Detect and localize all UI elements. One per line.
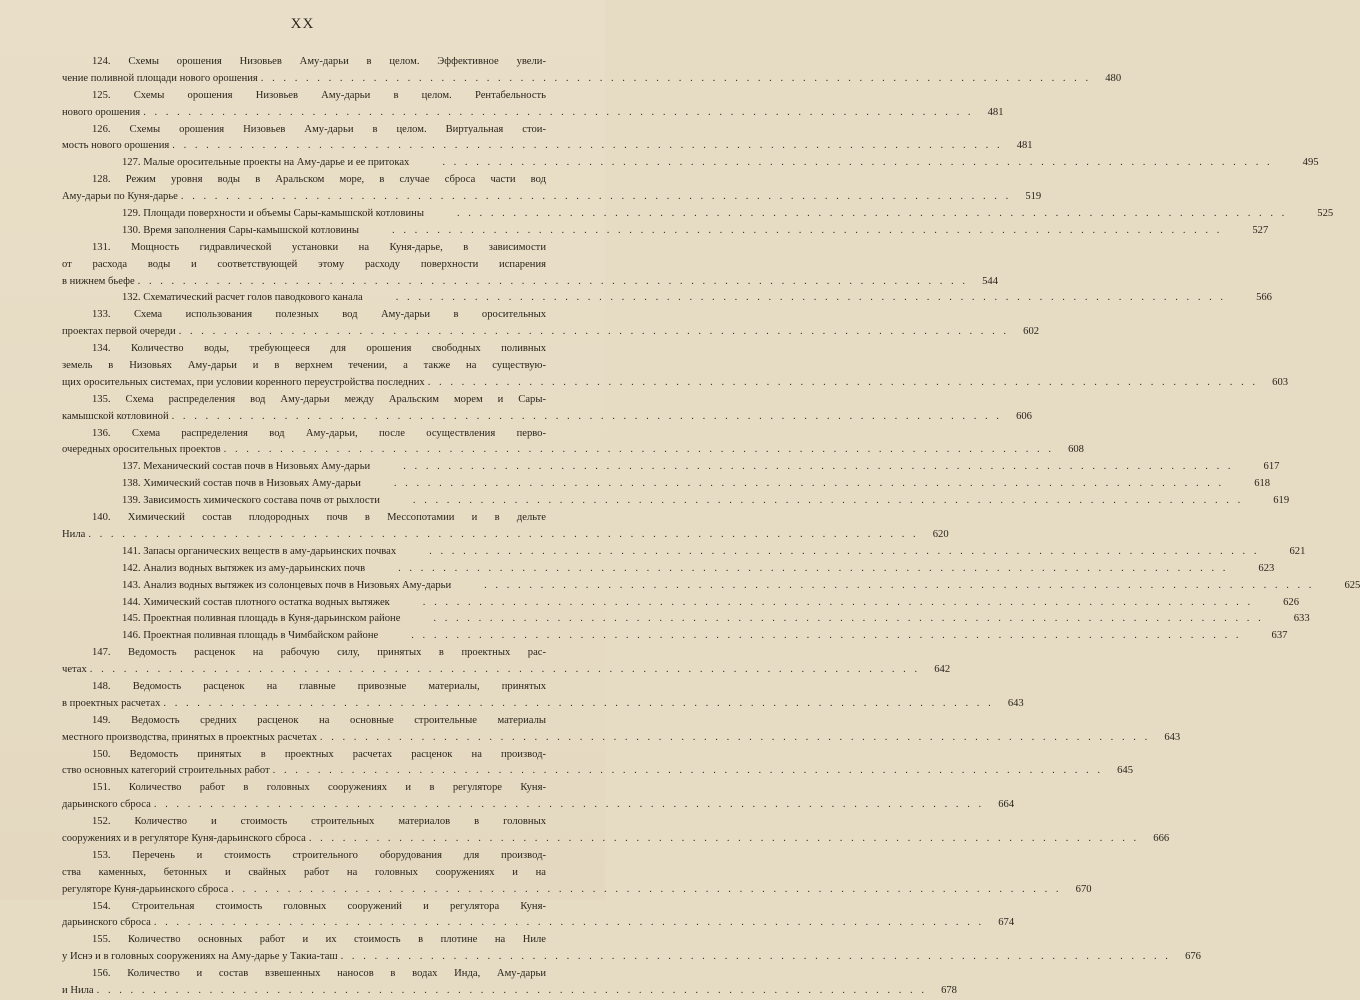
dot-leader	[412, 155, 1272, 172]
toc-page-number: 642	[934, 664, 951, 676]
toc-entry	[62, 341, 1289, 392]
toc-entry-last-line	[62, 223, 1269, 240]
toc-page-number: 606	[1016, 410, 1032, 422]
toc-entry-text: ство основных категорий строительных работ	[62, 765, 270, 777]
toc-entry-last-line	[62, 442, 1084, 459]
toc-entry-text: 145. Проектная поливная площадь в Куня-дарьинском районе	[122, 613, 401, 625]
toc-entry-text: ства каменных, бетонных и свайных работ на головных сооружениях и на	[62, 866, 546, 878]
toc-entry-last-line	[62, 324, 1040, 341]
toc-entry-text: 130. Время заполнения Сары-камышской котловины	[122, 224, 360, 236]
toc-entry-text: 151. Количество работ в головных сооружениях и в регуляторе Куня-	[92, 782, 546, 794]
toc-entry-text: от расхода воды и соответствующей этому расходу поверхности испарения	[62, 258, 546, 270]
toc-page-number: 525	[1317, 208, 1334, 220]
toc-entry-last-line	[62, 375, 1289, 392]
toc-entry-text: сооружениях и в регуляторе Куня-дарьинского сброса	[62, 832, 306, 844]
dot-leader	[90, 662, 920, 679]
toc-entry-text: Аму-дарьи по Куня-дарье	[62, 191, 178, 203]
toc-entry-last-line	[62, 290, 1272, 307]
toc-page-number: 664	[998, 799, 1015, 811]
dot-leader	[403, 611, 1263, 628]
dot-leader	[320, 730, 1150, 747]
toc-entry	[62, 679, 1024, 713]
toc-entry-last-line	[62, 561, 1275, 578]
toc-entry-text: 133. Схема использования полезных вод Аму-дарьи в оросительных	[92, 309, 546, 321]
toc-entry-text: чение поливной площади нового орошения	[62, 72, 258, 84]
toc-entry-last-line	[62, 595, 1300, 612]
toc-entry-text: 147. Ведомость расценок на рабочую силу, принятых в проектных рас-	[92, 647, 546, 659]
toc-entry-text: 155. Количество основных работ и их стоимость в плотине на Ниле	[92, 934, 546, 946]
dot-leader	[381, 628, 1241, 645]
table-of-contents	[62, 54, 1360, 1000]
toc-entry	[62, 476, 1271, 493]
toc-entry-text: дарьинского сброса	[62, 917, 151, 929]
dot-leader	[154, 915, 984, 932]
page-header-numeral: XX	[290, 16, 315, 32]
toc-entry-last-line	[62, 696, 1024, 713]
dot-leader	[179, 324, 1009, 341]
toc-page-number: 602	[1023, 326, 1040, 338]
toc-entry-text: местного производства, принятых в проектных расчетах	[62, 731, 317, 743]
toc-entry-text: 124. Схемы орошения Низовьев Аму-дарьи в целом. Эффективное увели-	[92, 56, 546, 67]
toc-entry-text: 132. Схематический расчет голов паводкового канала	[122, 292, 363, 304]
toc-entry	[62, 240, 998, 291]
toc-entry-text: 149. Ведомость средних расценок на основные строительные материалы	[92, 714, 546, 726]
toc-page-number: 625	[1344, 579, 1360, 591]
toc-entry-last-line	[62, 983, 957, 1000]
toc-page-number: 617	[1263, 461, 1280, 473]
dot-leader	[373, 459, 1233, 476]
dot-leader	[364, 476, 1224, 493]
dot-leader	[393, 595, 1253, 612]
toc-entry	[62, 223, 1269, 240]
dot-leader	[138, 274, 968, 291]
toc-entry	[62, 426, 1084, 460]
dot-leader	[428, 375, 1258, 392]
toc-entry	[62, 578, 1360, 595]
toc-entry-last-line	[62, 206, 1334, 223]
dot-leader	[181, 189, 1011, 206]
dot-leader	[224, 442, 1054, 459]
toc-entry	[62, 290, 1272, 307]
dot-leader	[88, 527, 918, 544]
toc-entry-text: 131. Мощность гидравлической установки на Куня-дарье, в зависимости	[92, 241, 546, 253]
toc-entry-last-line	[62, 409, 1032, 426]
toc-entry	[62, 780, 1015, 814]
toc-entry-text: 128. Режим уровня воды в Аральском море, в случае сброса части вод	[92, 174, 546, 186]
toc-entry	[62, 561, 1275, 578]
toc-entry-text: 142. Анализ водных вытяжек из аму-дарьинских почв	[122, 562, 366, 574]
toc-entry-text: 148. Ведомость расценок на главные привозные материалы, принятых	[92, 680, 546, 692]
toc-entry-text: 126. Схемы орошения Низовьев Аму-дарьи в целом. Виртуальная стои-	[92, 123, 546, 135]
toc-page-number: 670	[1075, 883, 1092, 895]
toc-entry-text: дарьинского сброса	[62, 799, 151, 811]
toc-entry-text: 152. Количество и стоимость строительных материалов в головных	[92, 816, 546, 828]
toc-page-number: 676	[1185, 951, 1201, 963]
toc-entry-text: 134. Количество воды, требующееся для орошения свободных поливных	[92, 343, 546, 355]
toc-page-number: 633	[1293, 613, 1310, 625]
toc-page-number: 481	[1016, 140, 1033, 152]
toc-entry-text: регуляторе Куня-дарьинского сброса	[62, 883, 229, 895]
toc-page-number: 674	[998, 917, 1015, 929]
dot-leader	[454, 578, 1314, 595]
toc-entry	[62, 966, 957, 1000]
toc-entry-text: камышской котловиной	[62, 410, 169, 422]
toc-entry	[62, 172, 1042, 206]
toc-entry-text: 139. Зависимость химического состава почв от рыхлости	[122, 495, 380, 507]
toc-entry-last-line	[62, 662, 951, 679]
toc-entry	[62, 645, 951, 679]
toc-page-number: 566	[1256, 292, 1272, 304]
toc-entry-text: 136. Схема распределения вод Аму-дарьи, после осуществления перво-	[92, 427, 546, 439]
dot-leader	[163, 696, 993, 713]
toc-page-number: 643	[1164, 731, 1181, 743]
toc-entry-last-line	[62, 274, 998, 291]
toc-entry-text: проектах первой очереди	[62, 326, 176, 338]
toc-entry	[62, 747, 1133, 781]
toc-entry-text: щих оросительных системах, при условии коренного переустройства последних	[62, 376, 425, 388]
dot-leader	[427, 206, 1287, 223]
toc-entry-text: и Нила	[62, 984, 94, 996]
toc-entry-text: 150. Ведомость принятых в проектных расчетах расценок на производ-	[92, 748, 546, 760]
dot-leader	[383, 493, 1243, 510]
toc-entry-text: в нижнем бьефе	[62, 275, 135, 287]
toc-entry-last-line	[62, 155, 1319, 172]
toc-entry-text: 129. Площади поверхности и объемы Сары-камышской котловины	[122, 208, 424, 220]
toc-entry-last-line	[62, 493, 1290, 510]
dot-leader	[172, 409, 1002, 426]
toc-page-number: 544	[982, 275, 998, 287]
toc-entry	[62, 814, 1170, 848]
toc-entry-text: 137. Механический состав почв в Низовьях Аму-дарьи	[122, 461, 371, 473]
dot-leader	[341, 949, 1171, 966]
toc-entry	[62, 155, 1319, 172]
toc-entry-last-line	[62, 915, 1015, 932]
toc-entry-last-line	[62, 763, 1133, 780]
toc-entry-text: четах	[62, 664, 87, 676]
toc-entry-text: 140. Химический состав плодородных почв в Мессопотамии и в дельте	[92, 512, 546, 524]
toc-entry	[62, 899, 1015, 933]
toc-page-number: 623	[1258, 562, 1275, 574]
toc-entry-text: у Иснэ и в головных сооружениях на Аму-дарье у Такиа-таш	[62, 951, 338, 963]
toc-entry-text: 146. Проектная поливная площадь в Чимбайском районе	[122, 630, 379, 642]
toc-entry-last-line	[62, 544, 1306, 561]
toc-entry	[62, 595, 1300, 612]
toc-entry-text: 141. Запасы органических веществ в аму-дарьинских почвах	[122, 545, 397, 557]
dot-leader	[97, 983, 927, 1000]
toc-page-number: 608	[1068, 444, 1084, 456]
toc-entry-text: земель в Низовьях Аму-дарьи и в верхнем течении, а также на существую-	[62, 360, 546, 372]
toc-entry	[62, 307, 1040, 341]
toc-entry	[62, 611, 1310, 628]
toc-entry	[62, 206, 1334, 223]
toc-entry-text: Нила	[62, 528, 86, 540]
toc-entry	[62, 493, 1290, 510]
toc-page-number: 527	[1252, 224, 1269, 236]
toc-entry-last-line	[62, 882, 1092, 899]
toc-page-number: 495	[1302, 157, 1319, 169]
toc-page-number: 626	[1283, 596, 1300, 608]
toc-entry	[62, 510, 949, 544]
toc-entry-last-line	[62, 628, 1288, 645]
toc-page-number: 643	[1007, 697, 1024, 709]
toc-entry-last-line	[62, 138, 1033, 155]
toc-entry	[62, 459, 1280, 476]
dot-leader	[154, 797, 984, 814]
toc-entry	[62, 54, 1122, 88]
dot-leader	[399, 544, 1259, 561]
toc-entry-text: 154. Строительная стоимость головных сооружений и регулятора Куня-	[92, 900, 546, 912]
toc-entry-text: 143. Анализ водных вытяжек из солонцевых почв в Низовьях Аму-дарьи	[122, 579, 452, 591]
toc-entry-text: очередных оросительных проектов	[62, 444, 221, 456]
toc-entry-text: 138. Химический состав почв в Низовьях Аму-дарьи	[122, 478, 361, 490]
toc-entry-text: в проектных расчетах	[62, 697, 161, 709]
toc-entry-text: 144. Химический состав плотного остатка водных вытяжек	[122, 596, 390, 608]
toc-entry	[62, 628, 1288, 645]
toc-entry-last-line	[62, 578, 1360, 595]
toc-entry-text: мость нового орошения	[62, 140, 170, 152]
toc-page-number: 603	[1272, 376, 1289, 388]
toc-entry-text: нового орошения	[62, 106, 141, 118]
toc-entry-last-line	[62, 459, 1280, 476]
dot-leader	[362, 223, 1222, 240]
toc-entry	[62, 713, 1181, 747]
toc-page-number: 481	[987, 106, 1004, 118]
toc-entry	[62, 932, 1201, 966]
dot-leader	[273, 763, 1103, 780]
toc-entry	[62, 88, 1004, 122]
toc-entry-last-line	[62, 189, 1042, 206]
toc-entry-text: 135. Схема распределения вод Аму-дарьи между Аральским морем и Сары-	[92, 393, 546, 405]
toc-page-number: 621	[1289, 545, 1306, 557]
toc-entry-last-line	[62, 71, 1122, 88]
toc-entry-last-line	[62, 105, 1004, 122]
toc-entry-last-line	[62, 949, 1201, 966]
toc-page-number: 618	[1254, 478, 1271, 490]
toc-page-number: 666	[1153, 832, 1170, 844]
toc-page-number: 620	[932, 528, 949, 540]
toc-entry-last-line	[62, 527, 949, 544]
dot-leader	[261, 71, 1091, 88]
toc-entry	[62, 848, 1092, 899]
toc-entry	[62, 544, 1306, 561]
toc-entry-text: 125. Схемы орошения Низовьев Аму-дарьи в целом. Рентабельность	[92, 89, 546, 101]
dot-leader	[366, 290, 1226, 307]
toc-entry-last-line	[62, 476, 1271, 493]
dot-leader	[309, 831, 1139, 848]
toc-page-number: 678	[941, 984, 957, 996]
toc-entry-last-line	[62, 730, 1181, 747]
toc-page-number: 619	[1273, 495, 1290, 507]
toc-entry-last-line	[62, 611, 1310, 628]
toc-page-number: 480	[1105, 72, 1122, 84]
toc-page-number: 645	[1117, 765, 1133, 777]
toc-entry-text: 127. Малые оросительные проекты на Аму-дарье и ее притоках	[122, 157, 410, 169]
toc-page-number: 637	[1271, 630, 1288, 642]
dot-leader	[143, 105, 973, 122]
toc-entry	[62, 122, 1033, 156]
dot-leader	[368, 561, 1228, 578]
toc-entry-text: 156. Количество и состав взвешенных наносов в водах Инда, Аму-дарьи	[92, 968, 546, 980]
toc-entry-last-line	[62, 831, 1170, 848]
dot-leader	[172, 138, 1002, 155]
toc-entry-last-line	[62, 797, 1015, 814]
dot-leader	[231, 882, 1061, 899]
toc-entry	[62, 392, 1032, 426]
toc-entry-text: 153. Перечень и стоимость строительного оборудования для производ-	[92, 849, 546, 861]
toc-page-number: 519	[1025, 191, 1042, 203]
